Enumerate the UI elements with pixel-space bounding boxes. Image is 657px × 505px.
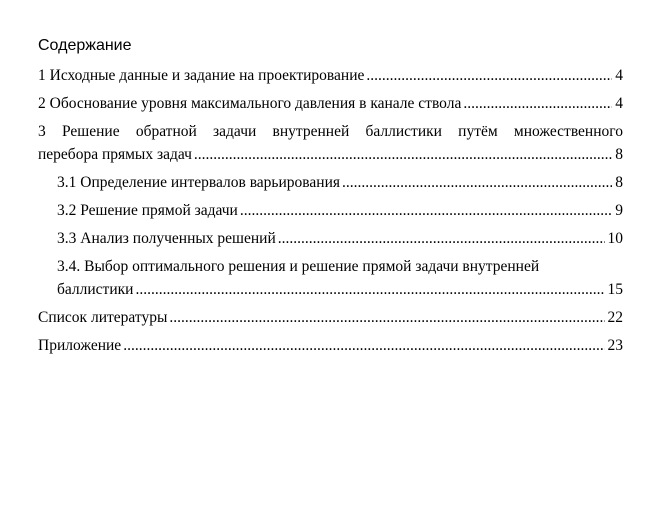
toc-entry-text-line1: 3.4. Выбор оптимального решения и решение прямой задачи внутренней	[57, 258, 540, 275]
dot-leader	[135, 278, 604, 301]
toc-entry-text-line2: перебора прямых задач	[38, 146, 192, 163]
dot-leader	[123, 334, 604, 357]
toc-entry-text: 2 Обоснование уровня максимального давления в канале ствола	[38, 95, 462, 112]
toc-entry-text: 1 Исходные данные и задание на проектирование	[38, 67, 365, 84]
table-of-contents	[38, 64, 623, 362]
toc-entry-page: 9	[615, 202, 623, 219]
toc-entry-page: 4	[615, 95, 623, 112]
toc-entry[interactable]	[38, 120, 623, 166]
dot-leader	[463, 92, 612, 115]
toc-title: Содержание	[38, 37, 132, 54]
toc-entry[interactable]	[38, 255, 623, 301]
dot-leader	[240, 199, 612, 222]
toc-entry-text-line1: 3 Решение обратной задачи внутренней баллистики путём множественного	[38, 123, 623, 140]
toc-entry[interactable]	[38, 334, 623, 357]
toc-entry-page: 22	[607, 309, 623, 326]
toc-entry-text: Список литературы	[38, 309, 168, 326]
toc-entry-page: 10	[607, 230, 623, 247]
toc-entry[interactable]	[38, 92, 623, 115]
toc-entry[interactable]	[38, 199, 623, 222]
toc-entry[interactable]	[38, 306, 623, 329]
toc-entry[interactable]	[38, 227, 623, 250]
toc-entry-text-line2: баллистики	[57, 281, 134, 298]
dot-leader	[366, 64, 612, 87]
toc-entry-text: 3.2 Решение прямой задачи	[57, 202, 238, 219]
toc-entry-text: 3.1 Определение интервалов варьирования	[57, 174, 341, 191]
toc-entry-page: 4	[615, 67, 623, 84]
dot-leader	[342, 171, 612, 194]
toc-entry-page: 8	[615, 146, 623, 163]
dot-leader	[169, 306, 604, 329]
toc-entry[interactable]	[38, 171, 623, 194]
toc-entry-page: 15	[607, 281, 623, 298]
toc-entry[interactable]	[38, 64, 623, 87]
dot-leader	[194, 143, 612, 166]
dot-leader	[278, 227, 605, 250]
toc-entry-page: 23	[607, 337, 623, 354]
toc-entry-text: 3.3 Анализ полученных решений	[57, 230, 276, 247]
toc-entry-page: 8	[615, 174, 623, 191]
toc-entry-text: Приложение	[38, 337, 122, 354]
